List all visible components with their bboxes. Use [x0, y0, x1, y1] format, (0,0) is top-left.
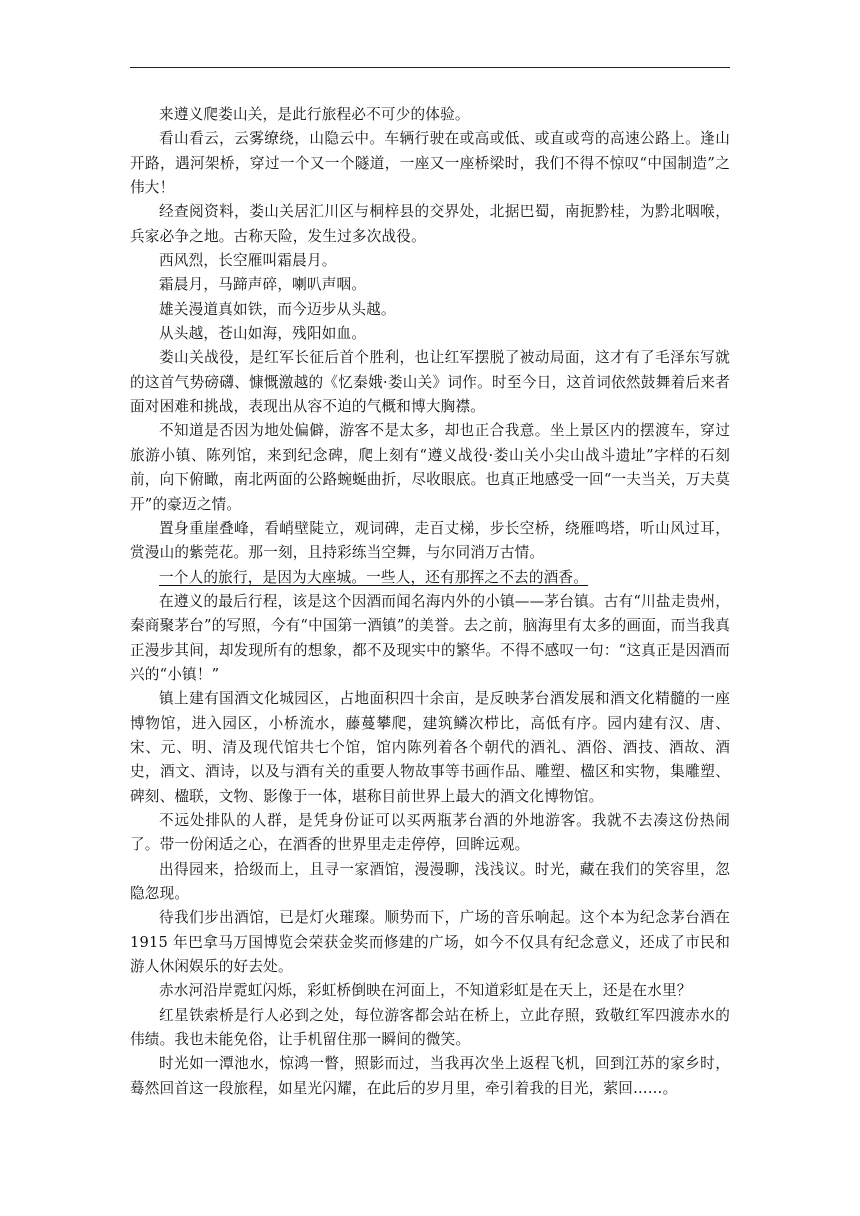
paragraph: 不远处排队的人群，是凭身份证可以买两瓶茅台酒的外地游客。我就不去凑这份热闹了。带一份闲适之心，在酒香的世界里走走停停，回眸远观。: [130, 811, 730, 854]
paragraph: 娄山关战役，是红军长征后首个胜利，也让红军摆脱了被动局面，这才有了毛泽东写就的这首气势磅礴、慷慨激越的《忆秦娥·娄山关》词作。时至今日，这首词依然鼓舞着后来者面对困难和挑战，表现出从容不迫的气概和博大胸襟。: [130, 349, 730, 416]
poem-line: 从头越，苍山如海，残阳如血。: [159, 325, 367, 343]
paragraph: 出得园来，拾级而上，且寻一家酒馆，漫漫聊，浅浅议。时光，藏在我们的笑容里，忽隐忽现。: [130, 860, 730, 902]
paragraph: 赤水河沿岸霓虹闪烁，彩虹桥倒映在河面上，不知道彩虹是在天上，还是在水里？: [159, 982, 692, 1000]
paragraph: 红星铁索桥是行人必到之处，每位游客都会站在桥上，立此存照，致敬红军四渡赤水的伟绩。我也未能免俗，让手机留住那一瞬间的微笑。: [130, 1006, 730, 1049]
underlined-text: 一个人的旅行，是因为大座城。一些人，还有那挥之不去的酒香。: [159, 568, 589, 586]
paragraph: 镇上建有国酒文化城园区，占地面积四十余亩，是反映茅台酒发展和酒文化精髓的一座博物馆，进入园区，小桥流水，藤蔓攀爬，建筑鳞次栉比，高低有序。园内建有汉、唐、宋、元、明、清及现代馆共七个馆，馆内陈列着各个朝代的酒礼、酒俗、酒技、酒故、酒史，酒文、酒诗，以及与酒有关的重要人物故事等书画作品、雕塑、楹区和实物，集雕塑、碑刻、楹联，文物、影像于一体，堪称目前世界上最大的酒文化博物馆。: [130, 690, 730, 805]
underlined-sentence: [130, 566, 730, 590]
paragraph: 在遵义的最后行程，该是这个因酒而闻名海内外的小镇——茅台镇。古有“川盐走贵州，秦商聚茅台”的写照，今有“中国第一酒镇”的美誉。去之前，脑海里有太多的画面，而当我真正漫步其间，却发现所有的想象，都不及现实中的繁华。不得不感叹一句：“这真正是因酒而兴的“小镇！”: [130, 592, 730, 683]
paragraph: 待我们步出酒馆，已是灯火璀璨。顺势而下，广场的音乐响起。这个本为纪念茅台酒在 1915 年巴拿马万国博览会荣获金奖而修建的广场，如今不仅具有纪念意义，还成了市民和游人休闲娱乐的好去处。: [130, 909, 730, 976]
poem-line: 西风烈，长空雁叫霜晨月。: [159, 252, 337, 270]
paragraph: 时光如一潭池水，惊鸿一瞥，照影而过，当我再次坐上返程飞机，回到江苏的家乡时，蓦然回首这一段旅程，如星光闪耀，在此后的岁月里，牵引着我的目光，萦回……。: [130, 1055, 730, 1097]
paragraph: 置身重崖叠峰，看峭壁陡立，观词碑，走百丈梯，步长空桥，绕雁鸣塔，听山风过耳，赏漫山的紫莞花。那一刻，且持彩练当空舞，与尔同消万古情。: [130, 519, 730, 562]
poem-line: 霜晨月，马蹄声碎，喇叭声咽。: [159, 276, 367, 294]
paragraph: 经查阅资料，娄山关居汇川区与桐梓县的交界处，北据巴蜀，南扼黔桂，为黔北咽喉，兵家必争之地。古称天险，发生过多次战役。: [130, 203, 730, 245]
paragraph: 来遵义爬娄山关，是此行旅程必不可少的体验。: [159, 106, 470, 123]
paragraph: 不知道是否因为地处偏僻，游客不是太多，却也正合我意。坐上景区内的摆渡车，穿过旅游小镇、陈列馆，来到纪念碑，爬上刻有“遵义战役·娄山关小尖山战斗遗址”字样的石刻前，向下俯瞰，南北两面的公路蜿蜒曲折，尽收眼底。也真正地感受一回“一夫当关，万夫莫开”的豪迈之情。: [130, 422, 730, 513]
paragraph: 看山看云，云雾缭绕，山隐云中。车辆行驶在或高或低、或直或弯的高速公路上。逢山开路，遇河架桥，穿过一个又一个隧道，一座又一座桥梁时，我们不得不惊叹“中国制造”之伟大！: [130, 130, 730, 197]
poem-line: 雄关漫道真如铁，而今迈步从头越。: [159, 300, 396, 318]
header-rule: [130, 67, 730, 68]
article-body: [130, 103, 730, 1101]
